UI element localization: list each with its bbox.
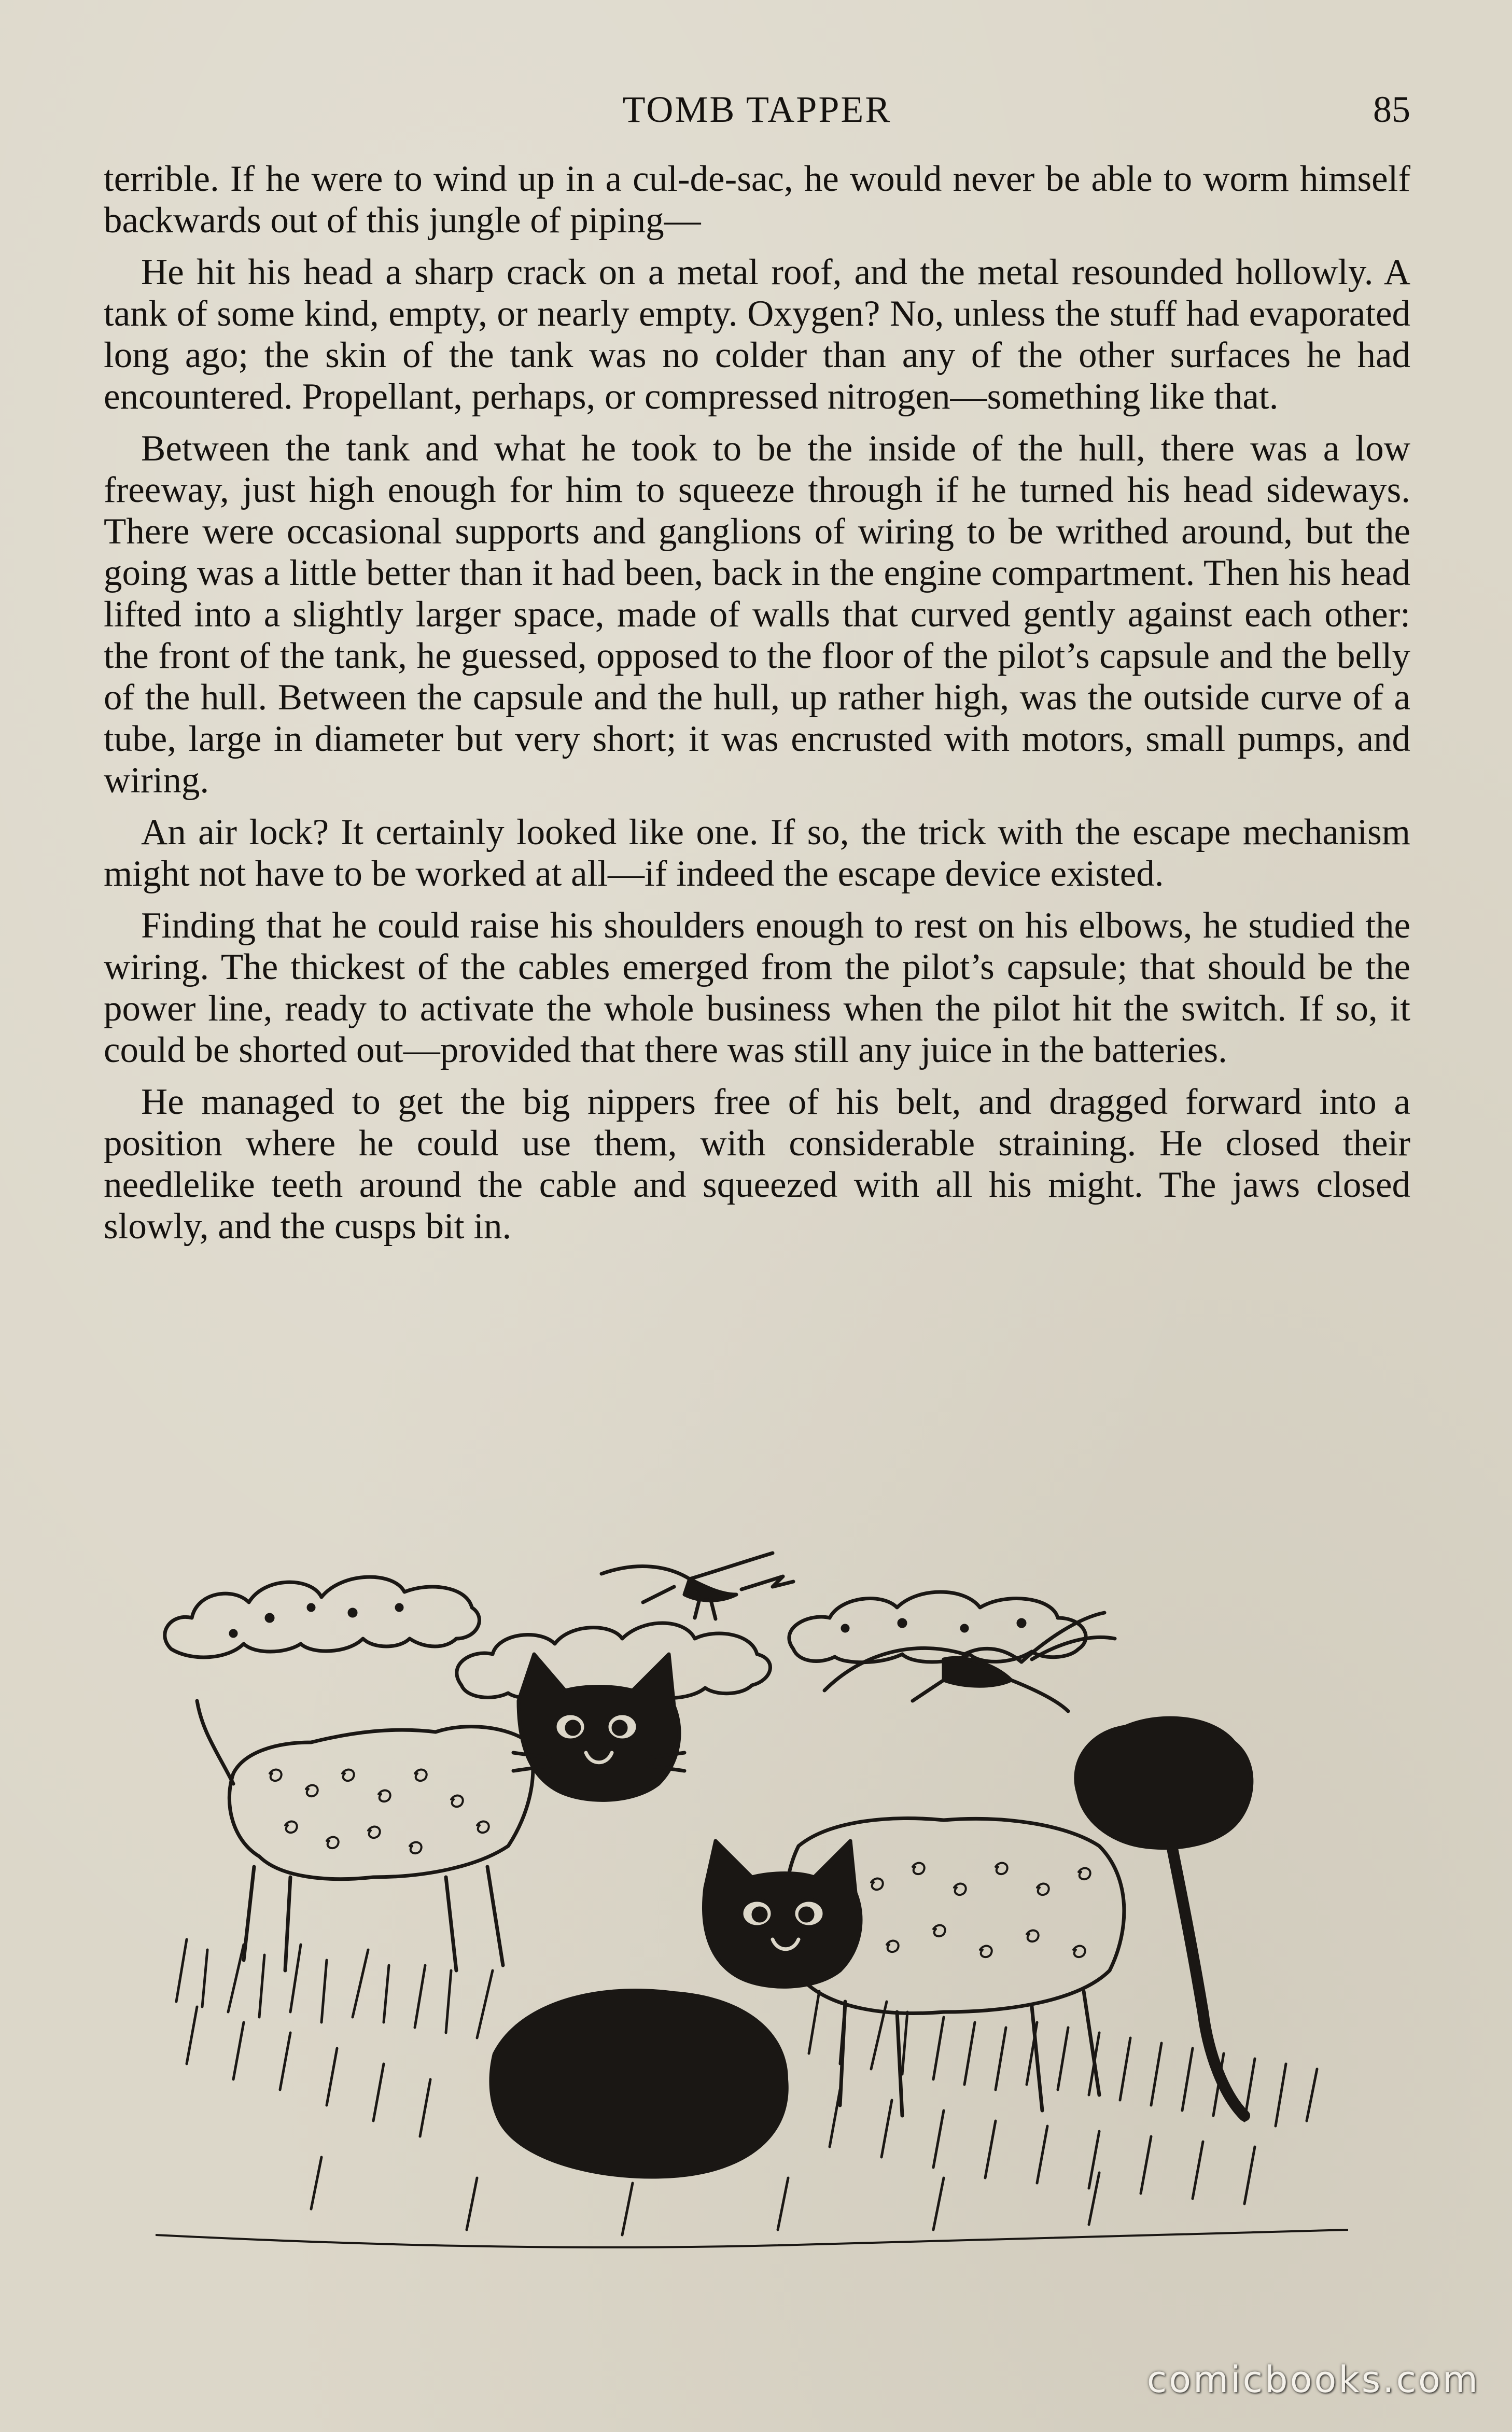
cloud-left xyxy=(165,1577,480,1657)
cat-head-right xyxy=(704,1841,861,1987)
shadow xyxy=(489,1989,788,2179)
paragraph-4: An air lock? It certainly looked like one. If so, the trick with the escape mechanism might not have to be worked at all—if indeed the escape device existed. xyxy=(104,812,1410,894)
running-title: TOMB TAPPER xyxy=(622,89,892,130)
page-number: 85 xyxy=(1373,89,1410,130)
cloud-right xyxy=(789,1592,1086,1662)
ink-illustration xyxy=(156,1483,1348,2251)
body-text xyxy=(104,158,1410,1257)
bird-right xyxy=(824,1613,1115,1711)
cat-head-left xyxy=(513,1654,684,1800)
tree xyxy=(1076,1718,1252,2116)
paragraph-2: He hit his head a sharp crack on a metal roof, and the metal resounded hollowly. A tank of some kind, empty, or nearly empty. Oxygen? No, unless the stuff had evaporated long ago; the skin of the tank was no colder than any of the other surfaces he had encountered. Propellant, perhaps, or compressed nitrogen—something like that. xyxy=(104,252,1410,417)
page-header xyxy=(104,88,1410,140)
paragraph-6: He managed to get the big nippers free of his belt, and dragged forward into a position where he could use them, with considerable straining. He closed their needlelike teeth around the cable and squeezed with all his might. The jaws closed slowly, and the cusps bit in. xyxy=(104,1082,1410,1247)
paragraph-5: Finding that he could raise his shoulders enough to rest on his elbows, he studied the wiring. The thickest of the cables emerged from the pilot’s capsule; that should be the power line, ready to activate the whole business when the pilot hit the switch. If so, it could be shorted out—provided that there was still any juice in the batteries. xyxy=(104,905,1410,1070)
paragraph-1: terrible. If he were to wind up in a cul-de-sac, he would never be able to worm himself backwards out of this jungle of piping— xyxy=(104,159,1410,241)
bird-top xyxy=(601,1553,793,1619)
sheep-left xyxy=(197,1701,533,1970)
watermark: comicbooks.com xyxy=(1146,2358,1480,2401)
paragraph-3: Between the tank and what he took to be the inside of the hull, there was a low freeway, just high enough for him to squeeze through if he turned his head sideways. There were occasional supports and ganglions of wiring to be writhed around, but the going was a little better than it had been, back in the engine compartment. Then his head lifted into a slightly larger space, made of walls that curved gently against each other: the front of the tank, he guessed, opposed to the floor of the pilot’s capsule and the belly of the hull. Between the capsule and the hull, up rather high, was the outside curve of a tube, large in diameter but very short; it was encrusted with motors, small pumps, and wiring. xyxy=(104,428,1410,801)
